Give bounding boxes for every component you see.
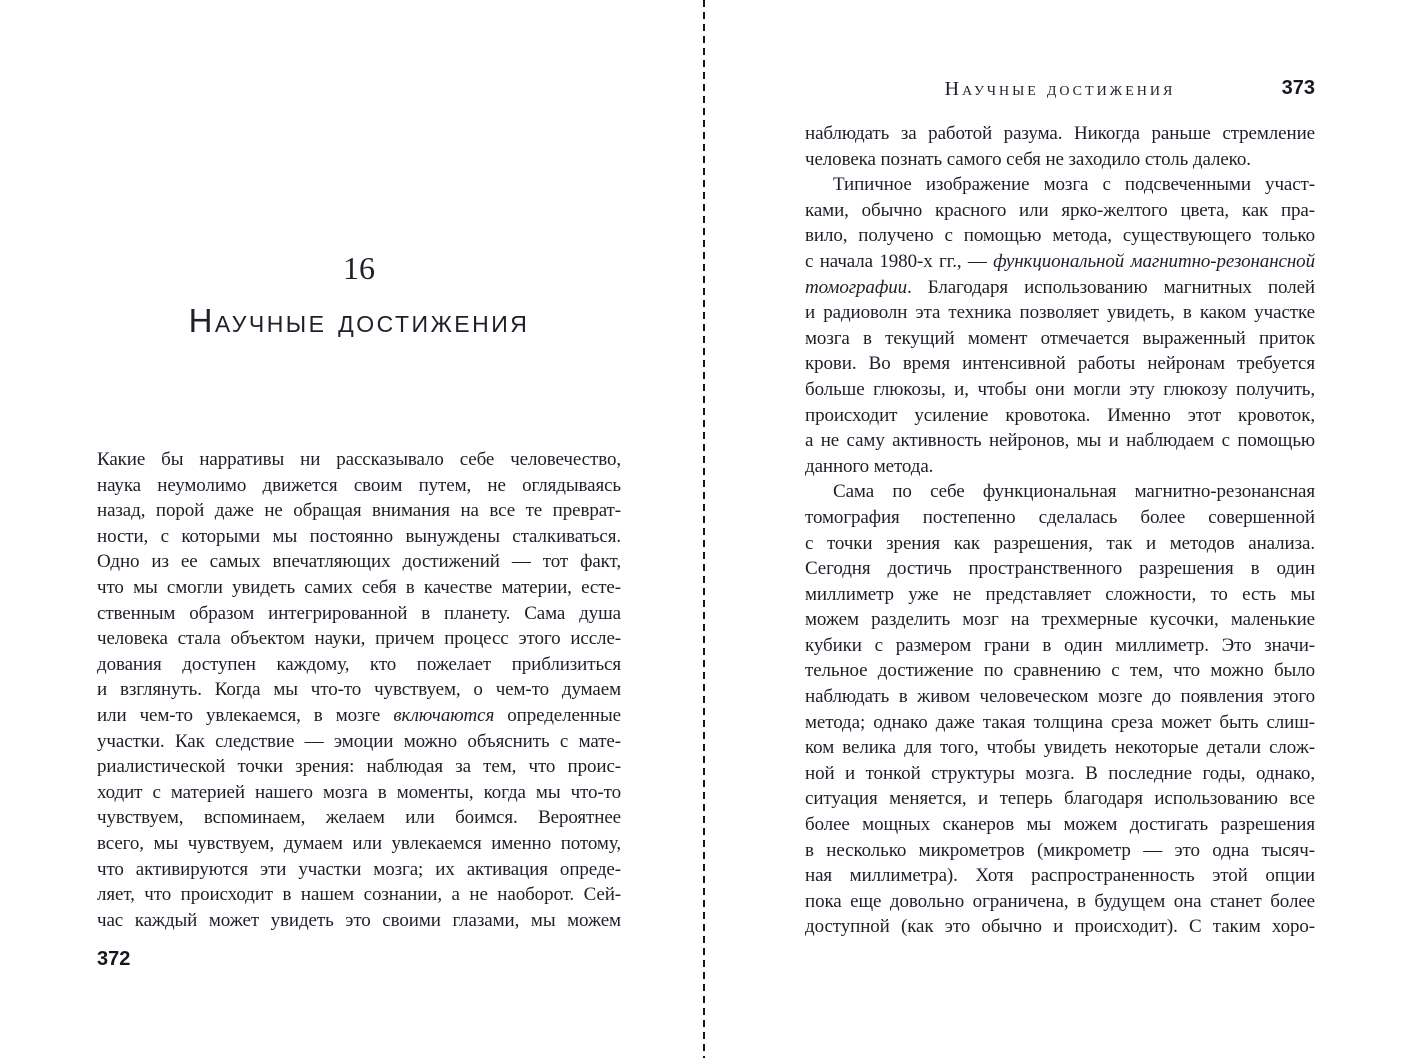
page-divider bbox=[703, 0, 705, 1058]
chapter-title: Научные достижения bbox=[188, 302, 530, 339]
text-line: ками, обычно красного или ярко-желтого цвета, как пра- bbox=[805, 199, 1315, 221]
text-line: ности, с которыми мы постоянно вынуждены сталкиваться. bbox=[97, 525, 621, 547]
text-line: назад, порой даже не обращая внимания на все те преврат- bbox=[97, 500, 621, 522]
text-line: и взглянуть. Когда мы что-то чувствуем, о чем-то думаем bbox=[97, 679, 621, 701]
text-line: риалистической точки зрения: наблюдая за тем, что проис- bbox=[97, 756, 621, 778]
text-line: или чем-то увлекаемся, в мозге включаются определенные bbox=[97, 704, 621, 726]
text-line: более мощных сканеров мы можем достигать разрешения bbox=[805, 814, 1315, 836]
text-line: чувствуем, вспоминаем, желаем или боимся. Вероятнее bbox=[97, 807, 621, 829]
text-line: больше глюкозы, и, чтобы они могли эту глюкозу получить, bbox=[805, 378, 1315, 400]
text-line: доступной (как это обычно и происходит). С таким хоро- bbox=[805, 916, 1315, 938]
text-line: ляет, что происходит в нашем сознании, а не наоборот. Сей- bbox=[97, 884, 621, 906]
text-line: пока еще довольно ограничена, в будущем она станет более bbox=[805, 890, 1315, 912]
text-line: кубики с размером грани в один миллиметр. Это значи- bbox=[805, 634, 1315, 656]
text-line: в несколько микрометров (микрометр — это одна тысяч- bbox=[805, 839, 1315, 861]
text-line: наблюдать в живом человеческом мозге до появления этого bbox=[805, 686, 1315, 708]
text-line: участки. Как следствие — эмоции можно объяснить с мате- bbox=[97, 730, 621, 752]
text-line: данного метода. bbox=[805, 455, 934, 477]
text-line: ственным образом интегрированной в планету. Сама душа bbox=[97, 602, 621, 624]
text-line: Одно из ее самых впечатляющих достижений — тот факт, bbox=[97, 551, 621, 573]
right-page-body-text bbox=[805, 121, 1315, 940]
text-line: томография постепенно сделалась более совершенной bbox=[805, 506, 1315, 528]
text-line: Сегодня достичь пространственного разрешения в один bbox=[805, 558, 1315, 580]
text-line: ситуация меняется, и теперь благодаря использованию все bbox=[805, 788, 1315, 810]
text-line: ной и тонкой структуры мозга. В последние годы, однако, bbox=[805, 762, 1315, 784]
text-line: происходит усиление кровотока. Именно этот кровоток, bbox=[805, 404, 1315, 426]
text-line: дования доступен каждому, кто пожелает приблизиться bbox=[97, 653, 621, 675]
text-line: с точки зрения как разрешения, так и методов анализа. bbox=[805, 532, 1315, 554]
text-line: ная миллиметра). Хотя распространенность этой опции bbox=[805, 865, 1315, 887]
text-line: вило, получено с помощью метода, существующего только bbox=[805, 225, 1315, 247]
text-line: мозга в текущий момент отмечается выраженный приток bbox=[805, 327, 1315, 349]
text-line: наблюдать за работой разума. Никогда раньше стремление bbox=[805, 123, 1315, 144]
text-line: томографии. Благодаря использованию магнитных полей bbox=[805, 276, 1315, 298]
text-line: с начала 1980-х гг., — функциональной магнитно-резонансной bbox=[805, 250, 1315, 272]
text-line: наука неумолимо движется своим путем, не оглядываясь bbox=[97, 474, 621, 496]
text-line: всего, мы чувствуем, думаем или увлекаемся именно потому, bbox=[97, 832, 621, 854]
running-head: Научные достижения bbox=[944, 78, 1176, 100]
left-page-number: 372 bbox=[97, 948, 131, 970]
text-line: можем разделить мозг на трехмерные кусочки, маленькие bbox=[805, 609, 1315, 631]
text-line: час каждый может увидеть это своими глазами, мы можем bbox=[97, 909, 621, 931]
text-line: крови. Во время интенсивной работы нейронам требуется bbox=[805, 353, 1315, 375]
text-line: ходит с материей нашего мозга в моменты, когда мы что-то bbox=[97, 781, 621, 803]
text-line: тельное достижение по сравнению с тем, что можно было bbox=[805, 660, 1315, 682]
text-line: Типичное изображение мозга с подсвеченными участ- bbox=[833, 174, 1315, 196]
text-line: и радиоволн эта техника позволяет увидеть, в каком участке bbox=[805, 302, 1315, 324]
text-line: а не саму активность нейронов, мы и наблюдаем с помощью bbox=[805, 430, 1315, 452]
text-line: человека познать самого себя не заходило столь далеко. bbox=[805, 148, 1251, 170]
text-line: Сама по себе функциональная магнитно-резонансная bbox=[833, 481, 1315, 503]
text-line: Какие бы нарративы ни рассказывало себе человечество, bbox=[97, 449, 621, 470]
text-line: человека стала объектом науки, причем процесс этого иссле- bbox=[97, 628, 621, 650]
text-line: что мы смогли увидеть самих себя в качестве материи, есте- bbox=[97, 576, 621, 598]
left-page-body-text bbox=[97, 447, 621, 933]
chapter-number: 16 bbox=[343, 250, 375, 286]
text-line: что активируются эти участки мозга; их активация опреде- bbox=[97, 858, 621, 880]
text-line: ком велика для того, чтобы увидеть некоторые детали слож- bbox=[805, 737, 1315, 759]
text-line: миллиметр уже не представляет сложности, то есть мы bbox=[805, 583, 1315, 605]
text-line: метода; однако даже такая толщина среза может быть слиш- bbox=[805, 711, 1315, 733]
right-page-number: 373 bbox=[1281, 77, 1315, 99]
